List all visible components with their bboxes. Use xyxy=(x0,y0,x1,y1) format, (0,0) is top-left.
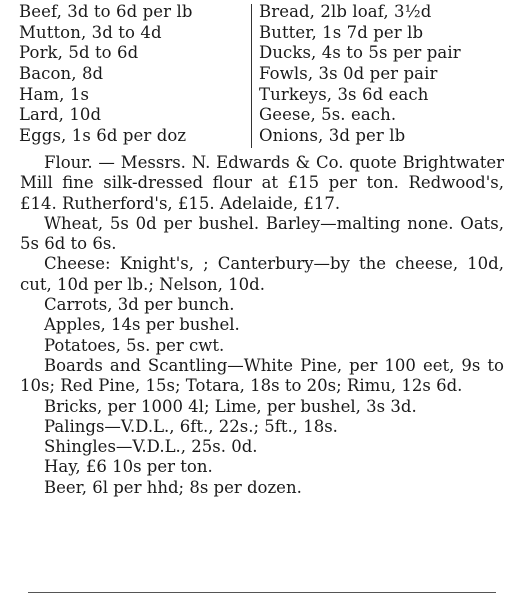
paragraph-cheese: Cheese: Knight's, ; Canterbury—by the cheese, 10d, cut, 10d per lb.; Nelson, 10d. xyxy=(20,254,504,294)
price-item: Butter, 1s 7d per lb xyxy=(259,22,424,42)
price-item: Mutton, 3d to 4d xyxy=(19,22,162,42)
market-report-body xyxy=(20,153,504,498)
paragraph-shingles: Shingles—V.D.L., 25s. 0d. xyxy=(44,437,258,457)
price-list-columns xyxy=(19,2,509,150)
price-item: Ducks, 4s to 5s per pair xyxy=(259,43,461,63)
paragraph-grain: Wheat, 5s 0d per bushel. Barley—malting none. Oats, 5s 6d to 6s. xyxy=(20,213,504,254)
price-list-left-column xyxy=(19,2,251,147)
paragraph-hay: Hay, £6 10s per ton. xyxy=(44,457,213,477)
price-list-right-column xyxy=(257,2,509,147)
price-item: Onions, 3d per lb xyxy=(259,126,406,146)
paragraph-bricks: Bricks, per 1000 4l; Lime, per bushel, 3s 3d. xyxy=(44,396,417,416)
price-item: Ham, 1s xyxy=(19,84,90,104)
column-divider xyxy=(251,4,252,148)
price-item: Bread, 2lb loaf, 3½d xyxy=(259,2,432,21)
price-item: Bacon, 8d xyxy=(19,64,104,84)
price-item: Turkeys, 3s 6d each xyxy=(259,84,429,104)
section-divider-rule xyxy=(28,592,496,593)
paragraph-apples: Apples, 14s per bushel. xyxy=(44,315,240,335)
price-item: Fowls, 3s 0d per pair xyxy=(259,64,438,84)
paragraph-timber: Boards and Scantling—White Pine, per 100 eet, 9s to 10s; Red Pine, 15s; Totara, 18s to 20s; Rimu, 12s 6d. xyxy=(20,355,504,396)
price-item: Beef, 3d to 6d per lb xyxy=(19,2,193,21)
price-item: Lard, 10d xyxy=(19,105,102,125)
paragraph-flour: Flour. — Messrs. N. Edwards & Co. quote Brightwater Mill fine silk-dressed flour at £15 per ton. Redwood's, £14. Rutherford's, £15. Adelaide, £17. xyxy=(20,153,504,213)
price-item: Pork, 5d to 6d xyxy=(19,43,139,63)
price-item: Eggs, 1s 6d per doz xyxy=(19,126,187,146)
price-item: Geese, 5s. each. xyxy=(259,105,397,125)
paragraph-palings: Palings—V.D.L., 6ft., 22s.; 5ft., 18s. xyxy=(44,416,338,436)
paragraph-carrots: Carrots, 3d per bunch. xyxy=(44,295,235,315)
paragraph-potatoes: Potatoes, 5s. per cwt. xyxy=(44,335,225,355)
paragraph-beer: Beer, 6l per hhd; 8s per dozen. xyxy=(44,477,302,497)
